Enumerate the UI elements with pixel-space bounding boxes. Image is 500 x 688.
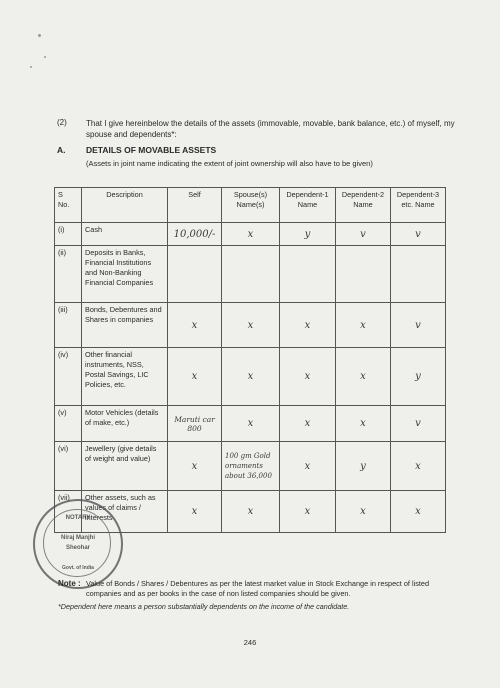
stamp-line: Govt. of India	[62, 565, 94, 571]
handwritten-value: x	[304, 506, 311, 517]
header-spouse: Spouse(s) Name(s)	[222, 188, 280, 223]
cell-dependent-2	[336, 442, 391, 491]
cell-self	[168, 303, 222, 348]
row-description: Cash	[82, 223, 168, 246]
handwritten-value: x	[247, 319, 254, 331]
cell-dependent-2	[336, 491, 391, 533]
section-subtitle: (Assets in joint name indicating the extent of joint ownership will also have to be given)	[86, 159, 373, 168]
paragraph-text: That I give hereinbelow the details of the assets (immovable, movable, bank balance, etc.) of myself, my spouse and dependents*:	[86, 119, 455, 139]
section-letter: A.	[57, 145, 66, 155]
handwritten-value: y	[360, 460, 366, 472]
handwritten-value: x	[415, 506, 421, 517]
cell-self	[168, 442, 222, 491]
row-sno: (vii)	[55, 491, 82, 533]
handwritten-value: v	[360, 228, 366, 240]
table-row	[55, 348, 446, 406]
footnote: *Dependent here means a person substantially dependents on the income of the candidate.	[58, 602, 350, 611]
row-sno: (vi)	[55, 442, 82, 491]
cell-dependent-1	[280, 246, 336, 303]
header-dependent-2: Dependent-2 Name	[336, 188, 391, 223]
cell-dependent-1	[280, 223, 336, 246]
cell-dependent-2	[336, 406, 391, 442]
cell-dependent-2	[336, 303, 391, 348]
handwritten-value: x	[247, 418, 254, 429]
cell-dependent-1	[280, 491, 336, 533]
table-row	[55, 223, 446, 246]
cell-dependent-1	[280, 348, 336, 406]
cell-spouse	[222, 303, 280, 348]
cell-self	[168, 223, 222, 246]
handwritten-value: 10,000/-	[173, 228, 216, 240]
scan-speck	[44, 56, 46, 58]
paragraph-number: (2)	[57, 118, 67, 127]
scan-speck	[38, 34, 41, 37]
handwritten-value: x	[247, 506, 254, 517]
table-row	[55, 442, 446, 491]
cell-dependent-3	[391, 406, 446, 442]
handwritten-value: v	[415, 319, 421, 331]
cell-dependent-2	[336, 348, 391, 406]
row-description: Jewellery (give details of weight and value)	[82, 442, 168, 491]
handwritten-value: x	[304, 460, 311, 472]
cell-spouse	[222, 348, 280, 406]
note-label: Note :	[58, 579, 81, 588]
handwritten-value: x	[247, 371, 254, 382]
page-number: 246	[243, 638, 257, 647]
section-title: DETAILS OF MOVABLE ASSETS	[86, 145, 217, 155]
handwritten-value: Maruti car 800	[174, 414, 215, 433]
header-description: Description	[82, 188, 168, 223]
header-self: Self	[168, 188, 222, 223]
stamp-line: NOTARY	[65, 515, 91, 521]
handwritten-value: 100 gm Gold ornaments about 36,000	[225, 452, 272, 480]
cell-dependent-1	[280, 442, 336, 491]
stamp-line: Niraj Manjhi	[60, 535, 95, 541]
row-description: Other financial instruments, NSS, Postal Savings, LIC Policies, etc.	[82, 348, 168, 406]
cell-self	[168, 348, 222, 406]
cell-spouse	[222, 246, 280, 303]
cell-dependent-1	[280, 303, 336, 348]
cell-dependent-1	[280, 406, 336, 442]
cell-dependent-3	[391, 491, 446, 533]
cell-dependent-3	[391, 246, 446, 303]
handwritten-value: x	[360, 319, 366, 331]
cell-dependent-3	[391, 303, 446, 348]
cell-spouse	[222, 491, 280, 533]
cell-spouse	[222, 442, 280, 491]
cell-dependent-2	[336, 223, 391, 246]
row-description: Deposits in Banks, Financial Institutions and Non-Banking Financial Companies	[82, 246, 168, 303]
table-row	[55, 303, 446, 348]
row-description: Bonds, Debentures and Shares in companies	[82, 303, 168, 348]
row-sno: (iii)	[55, 303, 82, 348]
cell-spouse	[222, 223, 280, 246]
cell-self	[168, 406, 222, 442]
handwritten-value: x	[247, 228, 254, 240]
handwritten-value: x	[191, 371, 198, 382]
table-header-row	[55, 188, 446, 223]
cell-self	[168, 246, 222, 303]
cell-dependent-3	[391, 223, 446, 246]
row-sno: (i)	[55, 223, 82, 246]
handwritten-value: x	[360, 371, 366, 382]
row-description: Other assets, such as values of claims / interests	[82, 491, 168, 533]
handwritten-value: x	[304, 319, 311, 331]
header-dependent-1: Dependent-1 Name	[280, 188, 336, 223]
handwritten-value: x	[360, 418, 366, 429]
handwritten-value: v	[415, 418, 421, 429]
handwritten-value: x	[360, 506, 366, 517]
cell-spouse	[222, 406, 280, 442]
handwritten-value: x	[191, 506, 198, 517]
cell-dependent-2	[336, 246, 391, 303]
note-text: Value of Bonds / Shares / Debentures as per the latest market value in Stock Exchange in respect of listed companies and as per books in the case of non listed companies should be given.	[86, 579, 430, 598]
header-dependent-3: Dependent-3 etc. Name	[391, 188, 446, 223]
table-row	[55, 246, 446, 303]
scan-speck	[30, 66, 32, 68]
stamp-line: Sheohar	[65, 545, 90, 551]
row-sno: (v)	[55, 406, 82, 442]
table-row	[55, 406, 446, 442]
row-description: Motor Vehicles (details of make, etc.)	[82, 406, 168, 442]
cell-dependent-3	[391, 442, 446, 491]
handwritten-value: x	[191, 319, 198, 331]
handwritten-value: x	[415, 460, 421, 472]
cell-dependent-3	[391, 348, 446, 406]
handwritten-value: x	[304, 418, 311, 429]
handwritten-value: v	[415, 228, 421, 240]
notary-stamp	[33, 499, 123, 589]
handwritten-value: x	[304, 371, 311, 382]
movable-assets-table	[54, 187, 446, 533]
handwritten-value: x	[191, 460, 198, 472]
header-sno: S No.	[55, 188, 82, 223]
handwritten-value: y	[304, 228, 311, 240]
handwritten-value: y	[415, 371, 421, 382]
row-sno: (iv)	[55, 348, 82, 406]
cell-self	[168, 491, 222, 533]
row-sno: (ii)	[55, 246, 82, 303]
